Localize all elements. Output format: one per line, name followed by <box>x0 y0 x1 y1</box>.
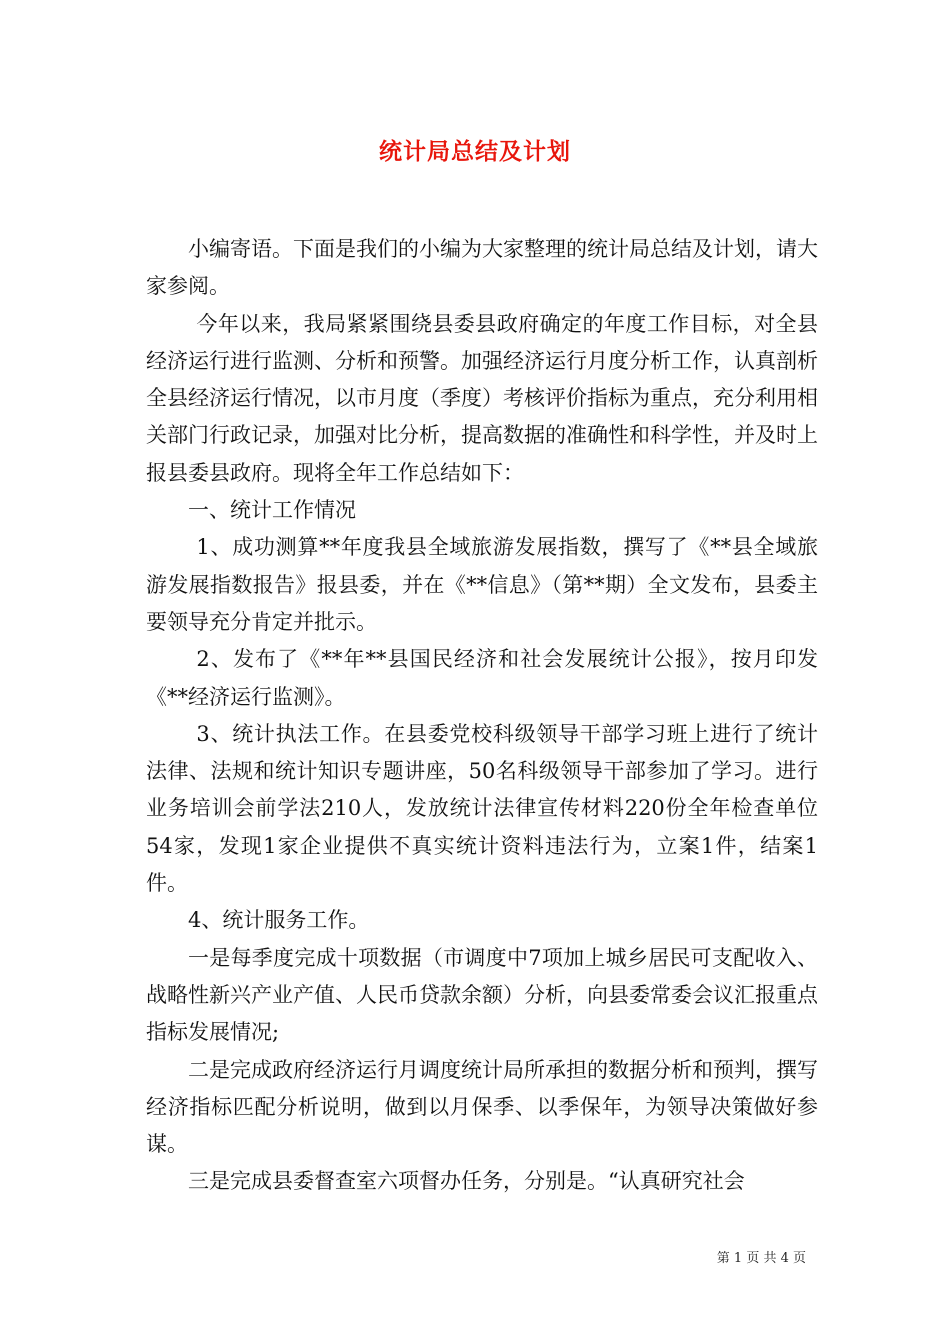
paragraph-item-2: 2、发布了《**年**县国民经济和社会发展统计公报》，按月印发《**经济运行监测》。 <box>146 647 818 709</box>
document-body <box>146 231 818 1201</box>
section-heading: 一、统计工作情况 <box>188 498 356 523</box>
page-number: 第 1 页 共 4 页 <box>716 1251 806 1266</box>
paragraph-item-4: 4、统计服务工作。 <box>188 908 370 933</box>
paragraph-service-1: 一是每季度完成十项数据（市调度中7项加上城乡居民可支配收入、战略性新兴产业产值、人民币贷款余额）分析，向县委常委会议汇报重点指标发展情况; <box>146 945 818 1045</box>
paragraph-service-3: 三是完成县委督查室六项督办任务，分别是。“认真研究社会 <box>188 1169 745 1194</box>
paragraph-intro: 小编寄语。下面是我们的小编为大家整理的统计局总结及计划，请大家参阅。 <box>146 237 818 299</box>
paragraph-summary: 今年以来，我局紧紧围绕县委县政府确定的年度工作目标，对全县经济运行进行监测、分析和预警。加强经济运行月度分析工作，认真剖析全县经济运行情况，以市月度（季度）考核评价指标为重点，充分利用相关部门行政记录，加强对比分析，提高数据的准确性和科学性，并及时上报县委县政府。现将全年工作总结如下： <box>146 311 818 485</box>
document-title: 统计局总结及计划 <box>379 138 571 165</box>
paragraph-item-3: 3、统计执法工作。在县委党校科级领导干部学习班上进行了统计法律、法规和统计知识专题讲座，50名科级领导干部参加了学习。进行业务培训会前学法210人，发放统计法律宣传材料220份全年检查单位54家，发现1家企业提供不真实统计资料违法行为，立案1件，结案1件。 <box>146 721 818 896</box>
paragraph-item-1: 1、成功测算**年度我县全域旅游发展指数，撰写了《**县全域旅游发展指数报告》报县委，并在《**信息》（第**期）全文发布，县委主要领导充分肯定并批示。 <box>146 535 818 634</box>
paragraph-service-2: 二是完成政府经济运行月调度统计局所承担的数据分析和预判，撰写经济指标匹配分析说明，做到以月保季、以季保年，为领导决策做好参谋。 <box>146 1057 818 1157</box>
